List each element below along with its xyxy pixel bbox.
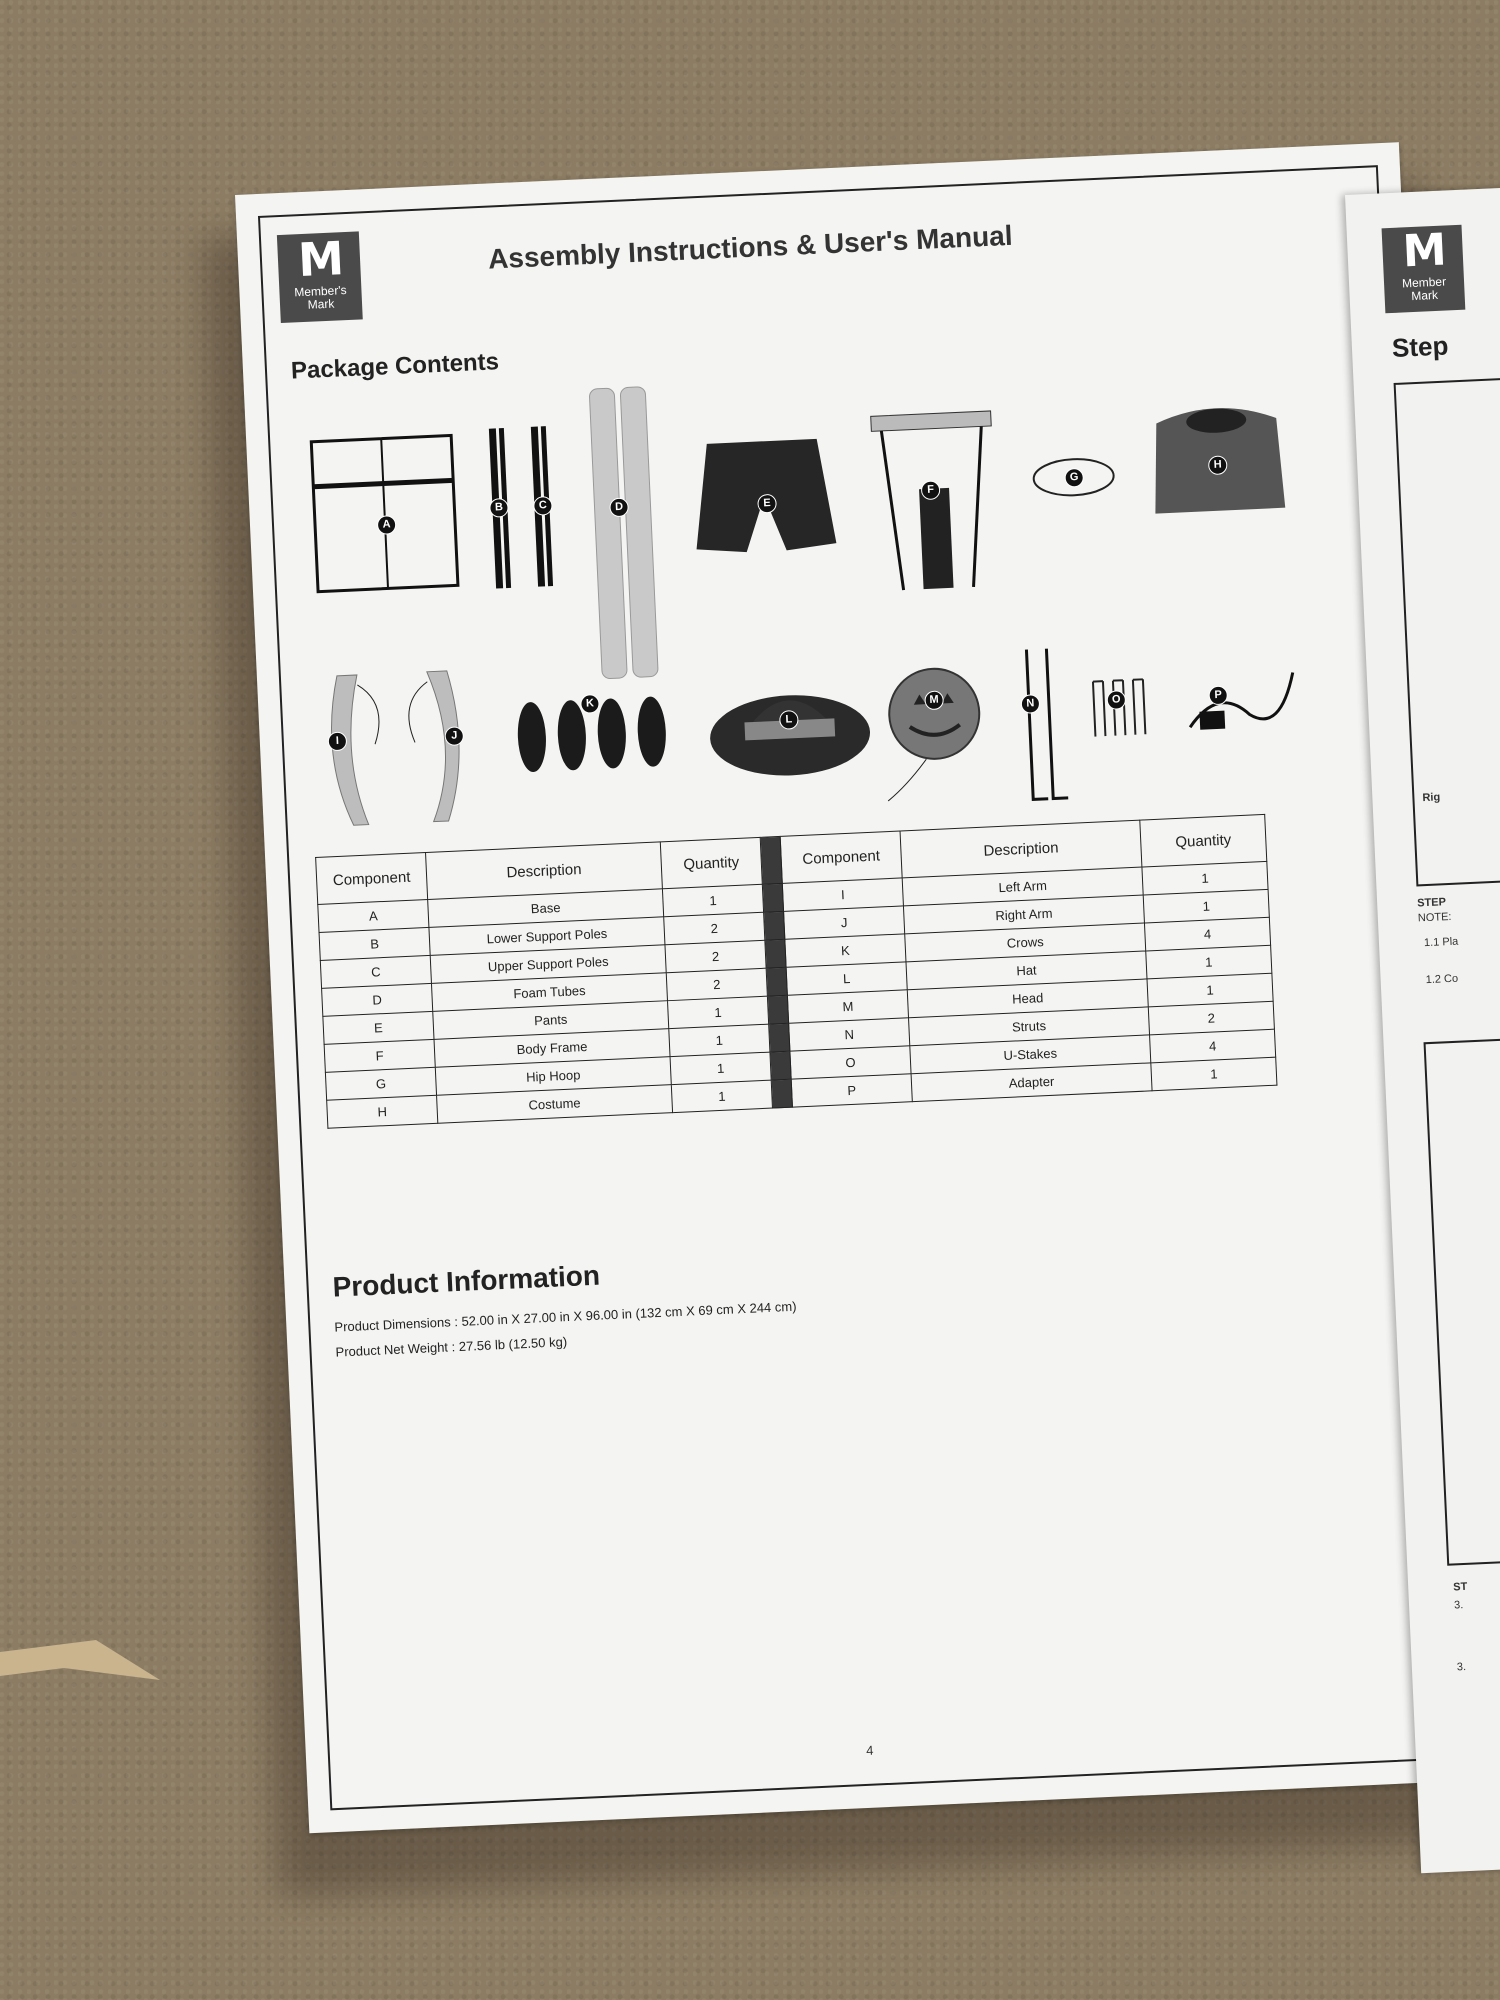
callout-f: F bbox=[921, 480, 941, 500]
quantity-cell: 1 bbox=[669, 1024, 770, 1057]
description-cell: Adapter bbox=[911, 1063, 1152, 1102]
callout-o: O bbox=[1106, 690, 1126, 710]
callout-k: K bbox=[580, 694, 600, 714]
manual-title: Assembly Instructions & User's Manual bbox=[487, 219, 1014, 275]
product-net-weight: Product Net Weight : 27.56 lb (12.50 kg) bbox=[335, 1334, 568, 1360]
callout-h: H bbox=[1208, 455, 1228, 475]
component-cell: C bbox=[320, 955, 431, 988]
component-cell: D bbox=[322, 983, 433, 1016]
description-cell: U-Stakes bbox=[910, 1035, 1151, 1074]
instruction-fragment-2: 1.2 Co bbox=[1425, 972, 1459, 987]
quantity-cell: 4 bbox=[1144, 917, 1270, 951]
logo-mark: M bbox=[296, 231, 342, 288]
quantity-cell: 2 bbox=[666, 968, 767, 1001]
instruction-fragment-4: 3. bbox=[1456, 1661, 1467, 1674]
description-cell: Hat bbox=[906, 951, 1147, 990]
table-divider bbox=[766, 967, 787, 996]
component-cell: O bbox=[790, 1046, 911, 1079]
quantity-cell: 1 bbox=[671, 1080, 772, 1113]
quantity-cell: 2 bbox=[1148, 1001, 1274, 1035]
logo-brand-line2: Mark bbox=[307, 296, 335, 312]
callout-g: G bbox=[1064, 468, 1084, 488]
component-cell: A bbox=[318, 899, 429, 932]
quantity-cell: 1 bbox=[1143, 889, 1269, 923]
foam-tubes-illustration bbox=[584, 381, 668, 684]
description-cell: Upper Support Poles bbox=[430, 945, 666, 984]
callout-e: E bbox=[757, 494, 777, 514]
quantity-cell: 1 bbox=[1146, 945, 1272, 979]
paper-scrap bbox=[0, 1640, 160, 1680]
component-cell: H bbox=[327, 1095, 438, 1128]
component-cell: E bbox=[323, 1011, 434, 1044]
callout-a: A bbox=[377, 515, 397, 535]
callout-n: N bbox=[1020, 694, 1040, 714]
component-cell: I bbox=[782, 878, 903, 911]
quantity-cell: 1 bbox=[662, 884, 763, 917]
component-cell: J bbox=[784, 906, 905, 939]
logo-mark: M bbox=[1401, 224, 1444, 278]
component-cell: L bbox=[786, 962, 907, 995]
column-header-quantity: Quantity bbox=[1140, 814, 1267, 867]
description-cell: Head bbox=[907, 979, 1148, 1018]
column-header-component: Component bbox=[780, 831, 902, 883]
package-contents-illustration bbox=[304, 352, 1323, 837]
quantity-cell: 1 bbox=[1151, 1057, 1277, 1091]
callout-j: J bbox=[444, 726, 464, 746]
page-number: 4 bbox=[865, 1742, 874, 1758]
instruction-fragment-1: 1.1 Pla bbox=[1423, 935, 1459, 950]
step-fragment-2: ST bbox=[1453, 1580, 1468, 1594]
column-header-quantity: Quantity bbox=[660, 837, 762, 888]
package-contents-title: Package Contents bbox=[290, 348, 500, 385]
head-illustration bbox=[872, 661, 999, 816]
logo-brand-line2: Mark bbox=[1410, 287, 1439, 304]
quantity-cell: 1 bbox=[1147, 973, 1273, 1007]
component-cell: G bbox=[325, 1067, 436, 1100]
quantity-cell: 4 bbox=[1150, 1029, 1276, 1063]
component-cell: N bbox=[789, 1018, 910, 1051]
base-illustration bbox=[306, 430, 463, 597]
table-divider bbox=[764, 911, 785, 940]
component-cell: P bbox=[791, 1074, 912, 1107]
column-header-component: Component bbox=[316, 853, 428, 905]
quantity-cell: 1 bbox=[1142, 861, 1268, 895]
callout-c: C bbox=[533, 496, 553, 516]
instruction-fragment-3: 3. bbox=[1453, 1599, 1464, 1612]
description-cell: Foam Tubes bbox=[431, 973, 667, 1012]
members-mark-logo bbox=[277, 231, 363, 323]
callout-m: M bbox=[924, 690, 944, 710]
step-fragment: STEP bbox=[1416, 896, 1447, 910]
component-cell: B bbox=[319, 927, 430, 960]
note-fragment: NOTE: bbox=[1417, 910, 1452, 925]
table-divider bbox=[770, 1051, 791, 1080]
description-cell: Crows bbox=[905, 923, 1146, 962]
logo-brand-line1: Member's bbox=[294, 283, 347, 300]
table-divider bbox=[767, 995, 788, 1024]
table-divider bbox=[760, 836, 782, 884]
description-cell: Pants bbox=[433, 1001, 669, 1040]
description-cell: Lower Support Poles bbox=[429, 917, 665, 956]
quantity-cell: 2 bbox=[665, 940, 766, 973]
description-cell: Base bbox=[428, 889, 664, 928]
component-cell: K bbox=[785, 934, 906, 967]
step-diagram-box-2 bbox=[1424, 1035, 1500, 1566]
callout-i: I bbox=[327, 731, 347, 751]
callout-p: P bbox=[1208, 685, 1228, 705]
step-title: Step bbox=[1391, 330, 1449, 364]
table-divider bbox=[762, 883, 783, 912]
description-cell: Right Arm bbox=[903, 895, 1144, 934]
table-divider bbox=[769, 1023, 790, 1052]
column-header-description: Description bbox=[900, 820, 1142, 878]
quantity-cell: 1 bbox=[667, 996, 768, 1029]
members-mark-logo bbox=[1382, 225, 1466, 314]
quantity-cell: 1 bbox=[670, 1052, 771, 1085]
table-divider bbox=[765, 939, 786, 968]
body-frame-illustration bbox=[865, 406, 1003, 602]
parts-table bbox=[315, 814, 1277, 1129]
component-cell: F bbox=[324, 1039, 435, 1072]
description-cell: Body Frame bbox=[434, 1029, 670, 1068]
component-cell: M bbox=[787, 990, 908, 1023]
adapter-illustration bbox=[1177, 662, 1301, 747]
u-stakes-illustration bbox=[1088, 674, 1161, 747]
step-diagram-box bbox=[1394, 376, 1500, 887]
product-information-title: Product Information bbox=[331, 1259, 601, 1303]
description-cell: Costume bbox=[437, 1085, 673, 1124]
diagram-label-fragment: Rig bbox=[1422, 791, 1441, 805]
description-cell: Hip Hoop bbox=[435, 1057, 671, 1096]
description-cell: Struts bbox=[909, 1007, 1150, 1046]
struts-illustration bbox=[1016, 642, 1083, 805]
callout-l: L bbox=[779, 710, 799, 730]
quantity-cell: 2 bbox=[664, 912, 765, 945]
callout-d: D bbox=[609, 497, 629, 517]
callout-b: B bbox=[489, 498, 509, 518]
column-header-description: Description bbox=[426, 842, 663, 900]
description-cell: Left Arm bbox=[902, 867, 1143, 906]
manual-page bbox=[235, 142, 1473, 1833]
product-dimensions: Product Dimensions : 52.00 in X 27.00 in X 96.00 in (132 cm X 69 cm X 244 cm) bbox=[334, 1298, 797, 1335]
table-divider bbox=[771, 1079, 792, 1108]
logo-brand-line1: Member bbox=[1401, 274, 1447, 291]
